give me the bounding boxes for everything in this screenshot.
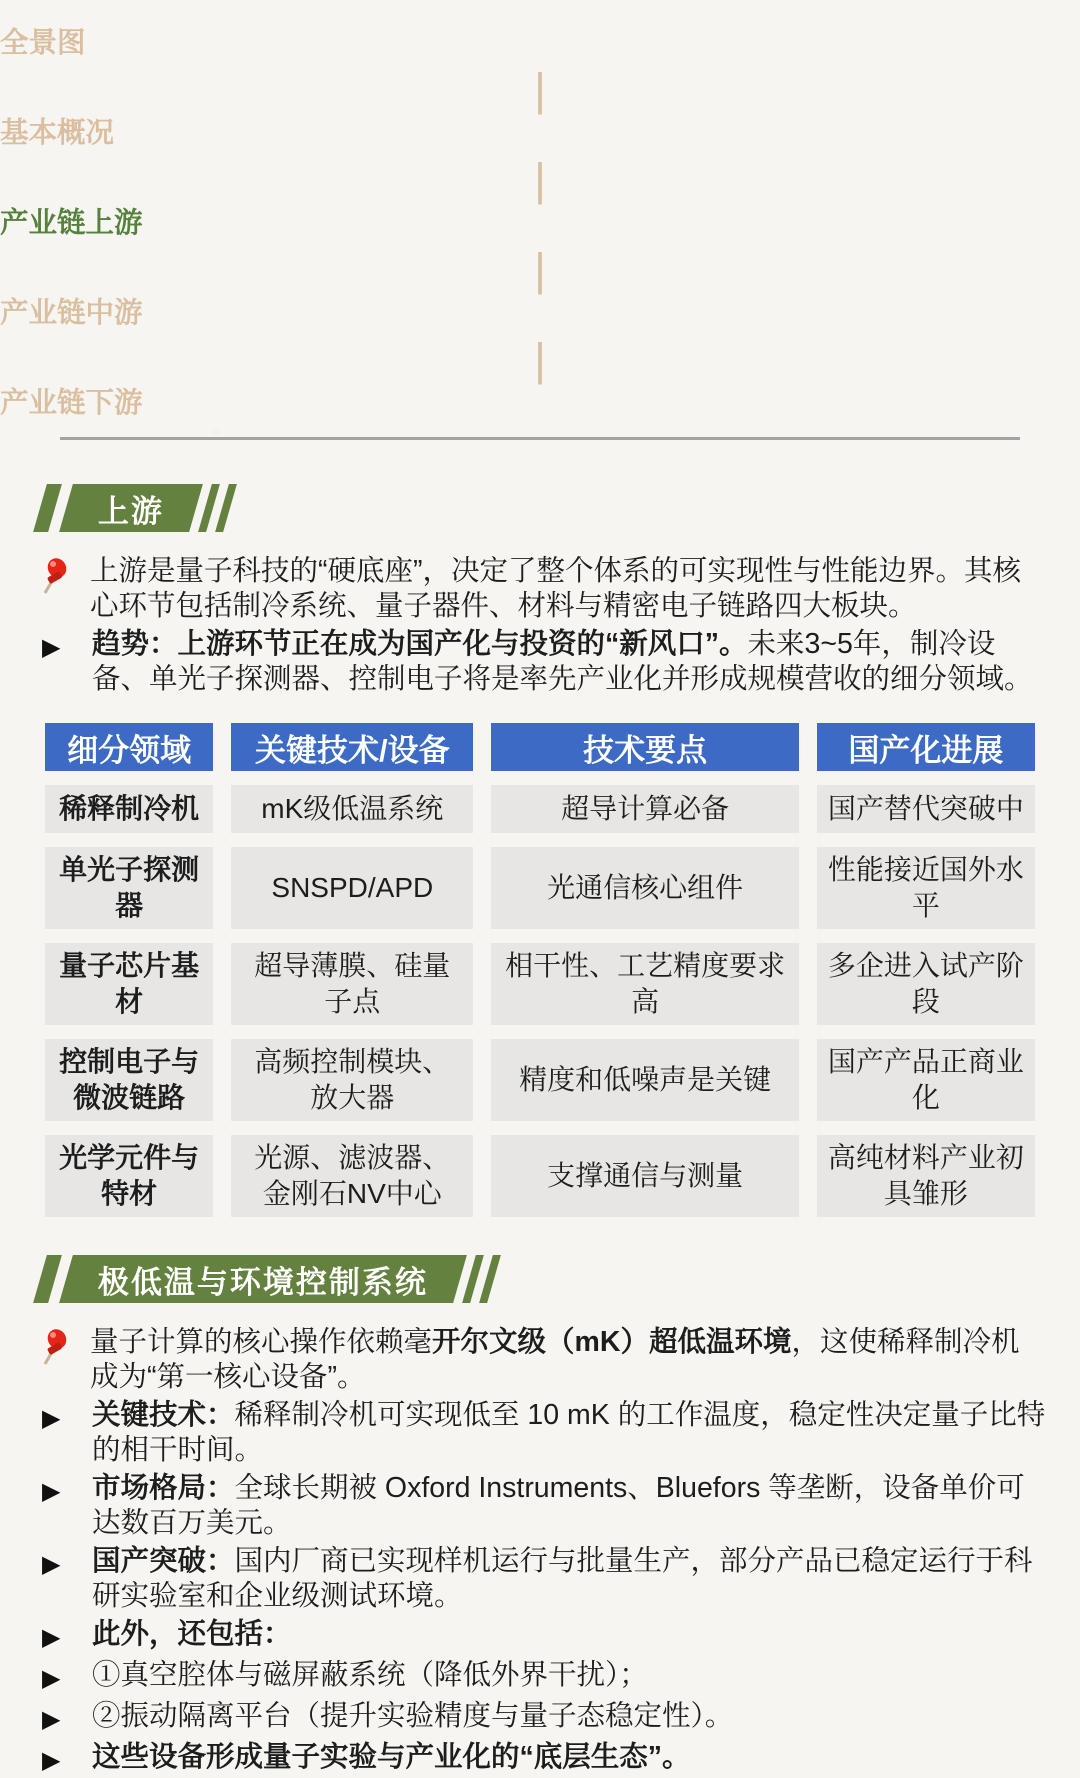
- badge-slash-icon: [479, 1255, 501, 1303]
- table-cell: 控制电子与微波链路: [45, 1039, 213, 1121]
- paragraph-text: 国产突破：国内厂商已实现样机运行与批量生产，部分产品已稳定运行于科研实验室和企业级测试环境。: [92, 1545, 1033, 1612]
- badge-slash-icon: [33, 484, 62, 532]
- list-item: [40, 1617, 1046, 1655]
- list-item: [40, 1471, 1046, 1541]
- table-header-cell: 技术要点: [491, 723, 798, 771]
- table-header-cell: 细分领域: [45, 723, 213, 771]
- paragraph-text: 量子计算的核心操作依赖毫开尔文级（mK）超低温环境，这使稀释制冷机成为“第一核心设备”。: [90, 1326, 1020, 1393]
- section-badge-upstream: [40, 484, 1080, 532]
- table-cell: 国产产品正商业化: [817, 1039, 1035, 1121]
- list-item: [40, 627, 1046, 697]
- table-cell: 相干性、工艺精度要求高: [491, 943, 798, 1025]
- paragraph-text: ①真空腔体与磁屏蔽系统（降低外界干扰）；: [92, 1659, 648, 1691]
- table-cell: 单光子探测器: [45, 847, 213, 929]
- table-header-cell: 国产化进展: [817, 723, 1035, 771]
- table-cell: 精度和低噪声是关键: [491, 1039, 798, 1121]
- table-cell: 高纯材料产业初具雏形: [817, 1135, 1035, 1217]
- section-badge-title: 上游: [59, 484, 203, 532]
- arrow-bullet-icon: ▶: [42, 1624, 61, 1651]
- list-item: [40, 554, 1046, 624]
- table-cell: 高频控制模块、放大器: [231, 1039, 473, 1121]
- table-cell: 性能接近国外水平: [817, 847, 1035, 929]
- table-cell: SNSPD/APD: [231, 847, 473, 929]
- upstream-segments-table: [45, 723, 1035, 1217]
- list-item: [40, 1699, 1046, 1737]
- top-nav: [0, 0, 1080, 421]
- paragraph-text: 上游是量子科技的“硬底座”，决定了整个体系的可实现性与性能边界。其核心环节包括制冷系统、量子器件、材料与精密电子链路四大板块。: [90, 555, 1021, 622]
- nav-item-basic-overview[interactable]: 基本概况: [0, 117, 115, 149]
- arrow-bullet-icon: ▶: [42, 634, 61, 661]
- nav-divider-line: [60, 437, 1020, 440]
- nav-separator: |: [534, 154, 546, 205]
- list-item: [40, 1658, 1046, 1696]
- table-cell: 量子芯片基材: [45, 943, 213, 1025]
- table-cell: 光学元件与特材: [45, 1135, 213, 1217]
- nav-item-upstream[interactable]: 产业链上游: [0, 207, 143, 239]
- paragraph-text: ②振动隔离平台（提升实验精度与量子态稳定性）。: [92, 1700, 734, 1732]
- cryogenics-bullet-list: [40, 1325, 1046, 1778]
- upstream-bullet-list: [40, 554, 1046, 697]
- badge-slash-icon: [33, 1255, 62, 1303]
- nav-item-downstream[interactable]: 产业链下游: [0, 387, 143, 419]
- pushpin-icon: [40, 1325, 90, 1395]
- table-cell: mK级低温系统: [231, 785, 473, 833]
- table-cell: 超导薄膜、硅量子点: [231, 943, 473, 1025]
- list-item: [40, 1398, 1046, 1468]
- table-cell: 稀释制冷机: [45, 785, 213, 833]
- list-item: [40, 1325, 1046, 1395]
- paragraph-text: 这些设备形成量子实验与产业化的“底层生态”。: [92, 1741, 691, 1773]
- badge-slash-icon: [215, 484, 237, 532]
- nav-separator: |: [534, 334, 546, 385]
- table-cell: 国产替代突破中: [817, 785, 1035, 833]
- table-cell: 多企进入试产阶段: [817, 943, 1035, 1025]
- table-header-cell: 关键技术/设备: [231, 723, 473, 771]
- paragraph-text: 市场格局：全球长期被 Oxford Instruments、Bluefors 等垄断，设备单价可达数百万美元。: [92, 1472, 1025, 1539]
- table-cell: 超导计算必备: [491, 785, 798, 833]
- section-badge-cryogenics: [40, 1255, 1080, 1303]
- arrow-bullet-icon: ▶: [42, 1478, 61, 1505]
- list-item: [40, 1740, 1046, 1778]
- arrow-bullet-icon: ▶: [42, 1405, 61, 1432]
- pushpin-icon: [40, 554, 90, 624]
- nav-item-midstream[interactable]: 产业链中游: [0, 297, 143, 329]
- table-cell: 支撑通信与测量: [491, 1135, 798, 1217]
- paragraph-text: 此外，还包括：: [92, 1618, 292, 1650]
- arrow-bullet-icon: ▶: [42, 1747, 61, 1774]
- section-badge-title: 极低温与环境控制系统: [59, 1255, 467, 1303]
- paragraph-text: 趋势：上游环节正在成为国产化与投资的“新风口”。未来3~5年，制冷设备、单光子探测器、控制电子将是率先产业化并形成规模营收的细分领域。: [92, 628, 1033, 695]
- arrow-bullet-icon: ▶: [42, 1706, 61, 1733]
- nav-separator: |: [534, 64, 546, 115]
- arrow-bullet-icon: ▶: [42, 1551, 61, 1578]
- nav-item-panorama[interactable]: 全景图: [0, 27, 86, 59]
- list-item: [40, 1544, 1046, 1614]
- paragraph-text: 关键技术：稀释制冷机可实现低至 10 mK 的工作温度，稳定性决定量子比特的相干时间。: [92, 1399, 1046, 1466]
- table-cell: 光源、滤波器、金刚石NV中心: [231, 1135, 473, 1217]
- nav-separator: |: [534, 244, 546, 295]
- table-cell: 光通信核心组件: [491, 847, 798, 929]
- arrow-bullet-icon: ▶: [42, 1665, 61, 1692]
